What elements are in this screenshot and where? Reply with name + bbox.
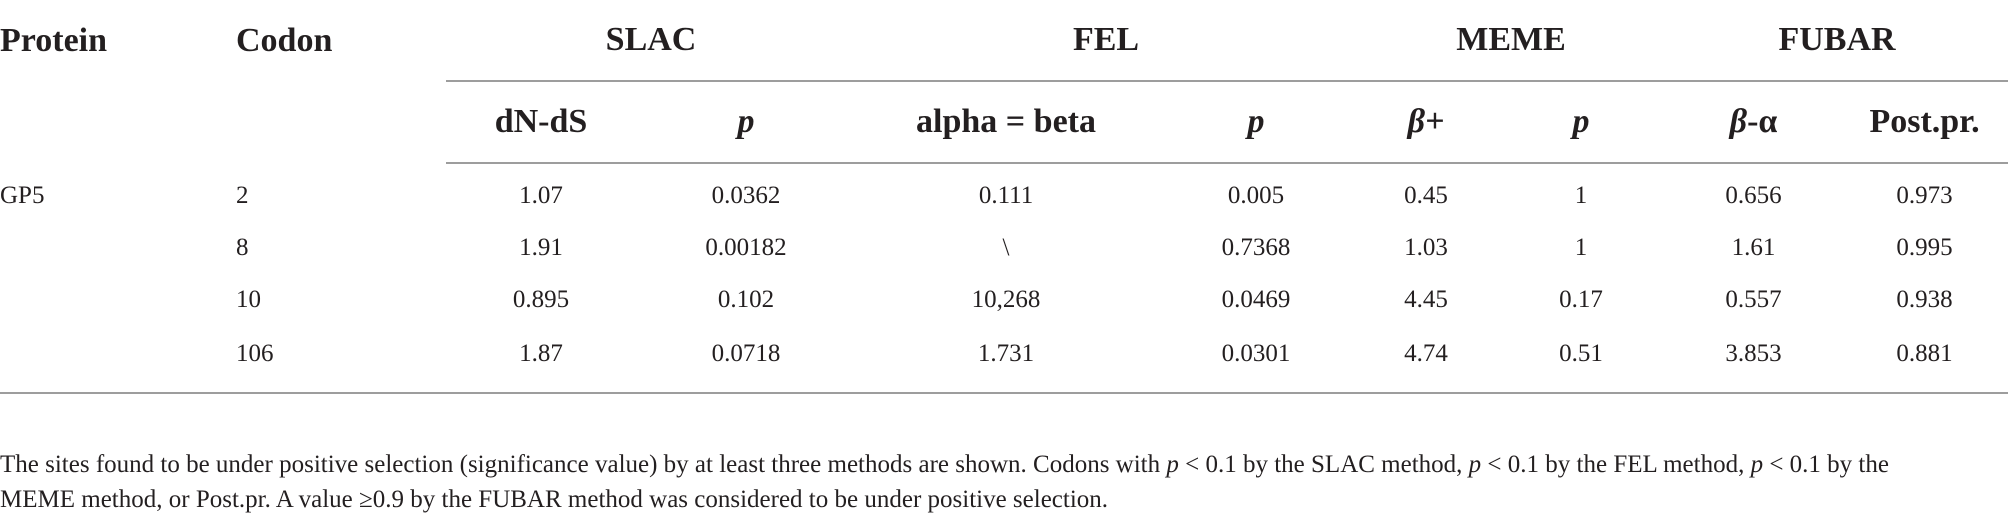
table-row: [0, 274, 2008, 326]
footnote-text-4: < 0.1 by the: [1763, 451, 1889, 478]
cell-fel-alpha-beta: 0.111: [978, 182, 1034, 209]
cell-fubar-beta-alpha: 0.557: [1725, 286, 1782, 313]
header-slac-p: p: [636, 81, 856, 163]
header-meme-p: p: [1496, 81, 1666, 163]
cell-protein: [0, 222, 236, 274]
cell-codon: 106: [236, 326, 446, 393]
footnote-text-5: MEME method, or Post.pr. A value ≥0.9 by the FUBAR method was considered to be under positive selection.: [0, 486, 1109, 513]
cell-fubar-beta-alpha: 1.61: [1731, 234, 1776, 261]
cell-protein: GP5: [0, 181, 45, 209]
footnote-line-2: [0, 482, 2000, 517]
header-codon: Codon: [236, 21, 333, 59]
cell-fel-p: 0.0469: [1221, 286, 1291, 313]
header-fubar-alpha: -α: [1747, 103, 1778, 140]
cell-fubar-beta-alpha: 3.853: [1666, 326, 1841, 393]
cell-slac-p: 0.102: [717, 286, 775, 313]
header-slac-dnds: dN-dS: [446, 81, 636, 163]
cell-fel-p: 0.005: [1227, 182, 1285, 209]
header-fubar: FUBAR: [1666, 0, 2008, 81]
cell-fel-p: 0.7368: [1221, 234, 1291, 261]
header-slac: SLAC: [446, 0, 856, 81]
cell-fel-alpha-beta: 1.731: [856, 326, 1156, 393]
header-fubar-beta-alpha: [1666, 81, 1841, 163]
header-row-methods: [0, 0, 2008, 81]
header-blank-codon: [236, 81, 446, 163]
cell-meme-beta: 4.45: [1404, 286, 1448, 313]
cell-slac-dnds: 0.895: [512, 286, 570, 313]
header-meme: MEME: [1356, 0, 1666, 81]
table-footnote: [0, 447, 2000, 517]
cell-codon: 8: [236, 234, 249, 261]
footnote-text-1: The sites found to be under positive selection (significance value) by at least three methods are shown. Codons with: [0, 451, 1167, 478]
cell-meme-beta: 0.45: [1404, 182, 1448, 209]
footnote-text-2: < 0.1 by the SLAC method,: [1178, 451, 1469, 478]
cell-fel-alpha-beta: 10,268: [971, 286, 1041, 313]
cell-protein: [0, 274, 236, 326]
header-blank-protein: [0, 81, 236, 163]
cell-meme-p: 1: [1574, 234, 1588, 261]
cell-fubar-postpr: 0.973: [1896, 182, 1953, 209]
cell-meme-p: 0.51: [1496, 326, 1666, 393]
cell-codon: 2: [236, 181, 249, 209]
cell-fel-p: 0.0301: [1156, 326, 1356, 393]
header-fubar-postpr: Post.pr.: [1841, 81, 2008, 163]
footnote-p-2: p: [1468, 451, 1482, 478]
footnote-text-3: < 0.1 by the FEL method,: [1481, 451, 1751, 478]
cell-fel-alpha-beta: \: [1002, 234, 1010, 261]
header-meme-beta-plus: β+: [1356, 81, 1496, 163]
cell-meme-beta: 4.74: [1356, 326, 1496, 393]
cell-fubar-postpr: 0.938: [1896, 286, 1953, 313]
cell-slac-dnds: 1.87: [446, 326, 636, 393]
cell-slac-dnds: 1.07: [519, 182, 563, 209]
cell-slac-p: 0.0362: [711, 182, 781, 209]
header-row-metrics: [0, 81, 2008, 163]
footnote-line-1: [0, 447, 2000, 482]
cell-meme-p: 0.17: [1559, 286, 1603, 313]
table-row: [0, 326, 2008, 393]
cell-meme-beta: 1.03: [1404, 234, 1448, 261]
footnote-p-1: p: [1166, 451, 1179, 478]
cell-slac-dnds: 1.91: [519, 234, 563, 261]
cell-slac-p: 0.00182: [705, 234, 787, 261]
table-row: [0, 222, 2008, 274]
cell-meme-p: 1: [1574, 182, 1588, 209]
cell-fubar-postpr: 0.881: [1841, 326, 2008, 393]
cell-fubar-postpr: 0.995: [1896, 234, 1953, 261]
header-fel-alpha-beta: alpha = beta: [856, 81, 1156, 163]
cell-protein: [0, 326, 236, 393]
cell-fubar-beta-alpha: 0.656: [1725, 182, 1782, 209]
table-row: [0, 163, 2008, 222]
cell-slac-p: 0.0718: [636, 326, 856, 393]
header-fel-p: p: [1156, 81, 1356, 163]
header-protein: Protein: [0, 21, 108, 59]
footnote-p-3: p: [1750, 451, 1764, 478]
cell-codon: 10: [236, 286, 261, 313]
header-fel: FEL: [856, 0, 1356, 81]
header-fubar-beta: β: [1729, 103, 1748, 140]
